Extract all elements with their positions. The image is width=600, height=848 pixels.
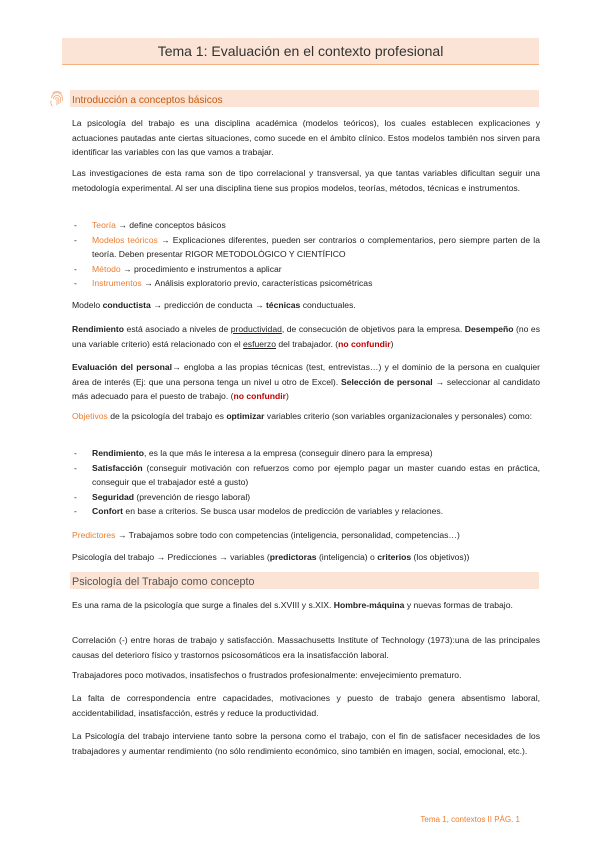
paragraph: La psicología del trabajo es una disciplina académica (modelos teóricos), los cuales establecen explicaciones y actuaciones pautadas ante ciertas situaciones, como sucede en el ámbito clínico. Estos modelos también nos sirven para identificar las variables con las que vamos a trabajar. (72, 118, 540, 157)
paragraph: La falta de correspondencia entre capacidades, motivaciones y puesto de trabajo genera absentismo laboral, accidentabilidad, insatisfacción, estrés y reduce la productividad. (72, 693, 540, 718)
paragraph: Modelo conductista → predicción de conducta → técnicas conductuales. (72, 300, 356, 310)
section-heading-text: Psicología del Trabajo como concepto (72, 576, 255, 588)
list-item: - Teoría → define conceptos básicos (72, 218, 540, 233)
paragraph: Es una rama de la psicología que surge a finales del s.XVIII y s.XIX. Hombre-máquina y nuevas formas de trabajo. (72, 600, 513, 610)
list-item: - Seguridad (prevención de riesgo laboral) (72, 490, 540, 505)
page-footer: Tema 1, contextos II PÁG. 1 (420, 815, 520, 824)
paragraph: Evaluación del personal→ engloba a las propias técnicas (test, entrevistas…) y el dominio de la persona en cualquier área de interés (Ej: que una persona tenga un nivel u otro de Excel). Selección de personal → seleccionar al candidato más adecuado para el puesto de trabajo. (no confundir) (72, 362, 540, 401)
fingerprint-icon (48, 90, 66, 108)
list-item: - Instrumentos → Análisis exploratorio previo, características psicométricas (72, 276, 540, 291)
section-heading-intro (70, 90, 539, 107)
list-item: - Modelos teóricos → Explicaciones diferentes, pueden ser contrarios o complementarios, pero siempre parten de la teoría. Deben presentar RIGOR METODOLÓGICO Y CIENTÍFICO (72, 233, 540, 262)
document-title: Tema 1: Evaluación en el contexto profesional (157, 43, 444, 59)
paragraph: Rendimiento está asociado a niveles de productividad, de consecución de objetivos para la empresa. Desempeño (no es una variable criterio) está relacionado con el esfuerzo del trabajador. (no confundir) (72, 324, 540, 349)
list-item: - Satisfacción (conseguir motivación con refuerzos como por ejemplo pagar un master cuando estas en práctica, conseguir que el trabajador esté a gusto) (72, 461, 540, 490)
paragraph: Correlación (-) entre horas de trabajo y satisfacción. Massachusetts Institute of Technology (1973):una de las principales causas del deterioro físico y trastornos psicosomáticos era la insatisfacción laboral. (72, 635, 540, 660)
paragraph: Psicología del trabajo → Predicciones → variables (predictoras (inteligencia) o criterios (los objetivos)) (72, 552, 470, 562)
paragraph: La Psicología del trabajo interviene tanto sobre la persona como el trabajo, con el fin de satisfacer necesidades de los trabajadores y aumentar rendimiento (no sólo rendimiento económico, sino también en imagen, social, emocional, etc.). (72, 731, 540, 756)
paragraph: Predictores → Trabajamos sobre todo con competencias (inteligencia, personalidad, competencias…) (72, 530, 460, 540)
section-heading-text: Introducción a conceptos básicos (72, 95, 223, 106)
paragraph: Las investigaciones de esta rama son de tipo correlacional y transversal, ya que tantas variables dificultan seguir una metodología experimental. Al ser una disciplina tiene sus propios modelos, teorías, métodos, técnicas e instrumentos. (72, 168, 540, 193)
list-item: - Confort en base a criterios. Se busca usar modelos de predicción de variables y relaciones. (72, 504, 540, 519)
list-item: - Método → procedimiento e instrumentos a aplicar (72, 262, 540, 277)
document-title-bar (62, 38, 539, 65)
paragraph: Trabajadores poco motivados, insatisfechos o frustrados profesionalmente: envejecimiento prematuro. (72, 670, 462, 680)
concept-list (72, 218, 540, 291)
section-heading-concept (70, 572, 539, 589)
paragraph: Objetivos de la psicología del trabajo es optimizar variables criterio (son variables organizacionales y personales) como: (72, 411, 533, 421)
list-item: - Rendimiento, es la que más le interesa a la empresa (conseguir dinero para la empresa) (72, 446, 540, 461)
criteria-list (72, 446, 540, 519)
